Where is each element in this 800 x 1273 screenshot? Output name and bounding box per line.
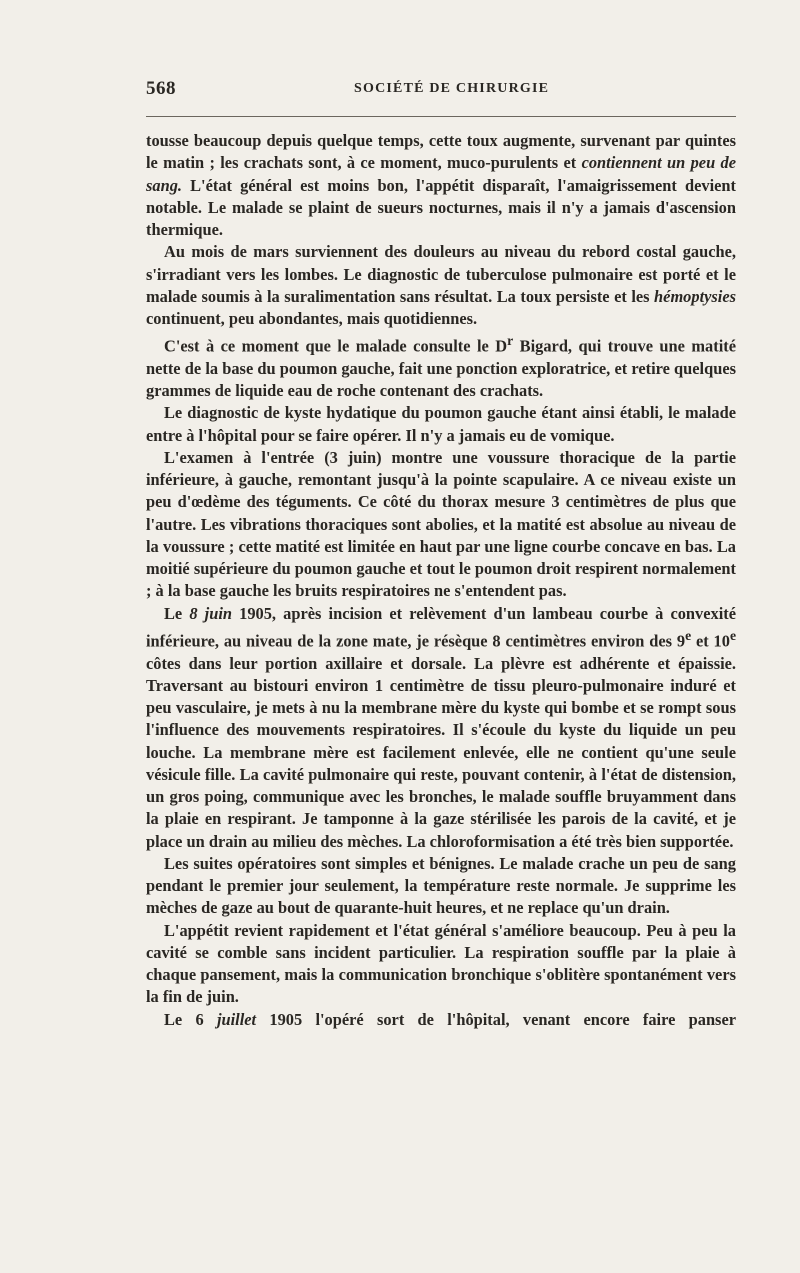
body-text [146, 130, 736, 1031]
paragraph-3: C'est à ce moment que le malade consulte le $D^r$ Bigard, qui trouve une matité nette de la base du poumon gauche, fait une ponction exploratrice, et retire quelques grammes de liquide eau de roche contenant des crachats. [146, 333, 736, 401]
paragraph-6: Le 8 juin 1905, après incision et relèvement d'un lambeau courbe à convexité inférieure, au niveau de la zone mate, je résèque 8 centimètres environ des 9e et 10e côtes dans leur portion axillaire et dorsale. La plèvre est adhérente et épaissie. Traversant au bistouri environ 1 centimètre de tissu pleuro-pulmonaire induré et peu vasculaire, je mets à nu la membrane mère du kyste qui bombe et se rompt sous l'influence des mouvements respiratoires. Il s'écoule du kyste du liquide un peu louche. La membrane mère est facilement enlevée, elle ne contient qu'une seule vésicule fille. La cavité pulmonaire qui reste, pouvant contenir, à l'état de distension, un gros poing, communique avec les bronches, le malade souffle bruyamment dans la plaie en respirant. Je tamponne à la gaze stérilisée les parois de la cavité, et je place un drain au milieu des mèches. La chloroformisation a été très bien supportée. [146, 603, 736, 851]
paragraph-1: tousse beaucoup depuis quelque temps, cette toux augmente, survenant par quintes le matin ; les crachats sont, à ce moment, muco-purulents et contiennent un peu de sang. L'état général est moins bon, l'appétit disparaît, l'amaigrissement devient notable. Le malade se plaint de sueurs nocturnes, mais il n'y a jamais d'ascension thermique. [146, 131, 736, 239]
paragraph-8: L'appétit revient rapidement et l'état général s'améliore beaucoup. Peu à peu la cavité se comble sans incident particulier. La respiration souffle par la plaie à chaque pansement, mais la communication bronchique s'oblitère spontanément vers la fin de juin. [146, 920, 736, 1007]
page-header [146, 78, 736, 100]
paragraph-4: Le diagnostic de kyste hydatique du poumon gauche étant ainsi établi, le malade entre à l'hôpital pour se faire opérer. Il n'y a jamais eu de vomique. [146, 403, 736, 445]
running-title: SOCIÉTÉ DE CHIRURGIE [354, 81, 550, 96]
page-number: 568 [146, 78, 176, 99]
paragraph-5: L'examen à l'entrée (3 juin) montre une voussure thoracique de la partie inférieure, à gauche, remontant jusqu'à la pointe scapulaire. A ce niveau existe un peu d'œdème des téguments. Ce côté du thorax mesure 3 centimètres de plus que l'autre. Les vibrations thoraciques sont abolies, et la matité est absolue au niveau de la voussure ; cette matité est limitée en haut par une ligne courbe concave en bas. La moitié supérieure du poumon gauche et tout le poumon droit respirent normalement ; à la base gauche les bruits respiratoires ne s'entendent pas. [146, 447, 736, 601]
paragraph-7: Les suites opératoires sont simples et bénignes. Le malade crache un peu de sang pendant le premier jour seulement, la température reste normale. Je supprime les mèches de gaze au bout de quarante-huit heures, et ne replace qu'un drain. [146, 853, 736, 918]
header-rule [146, 116, 736, 117]
paragraph-9: Le 6 juillet 1905 l'opéré sort de l'hôpital, venant encore faire panser [164, 1009, 736, 1029]
paragraph-2: Au mois de mars surviennent des douleurs au niveau du rebord costal gauche, s'irradiant vers les lombes. Le diagnostic de tuberculose pulmonaire est porté et le malade soumis à la suralimentation sans résultat. La toux persiste et les hémoptysies continuent, peu abondantes, mais quotidiennes. [146, 242, 736, 328]
